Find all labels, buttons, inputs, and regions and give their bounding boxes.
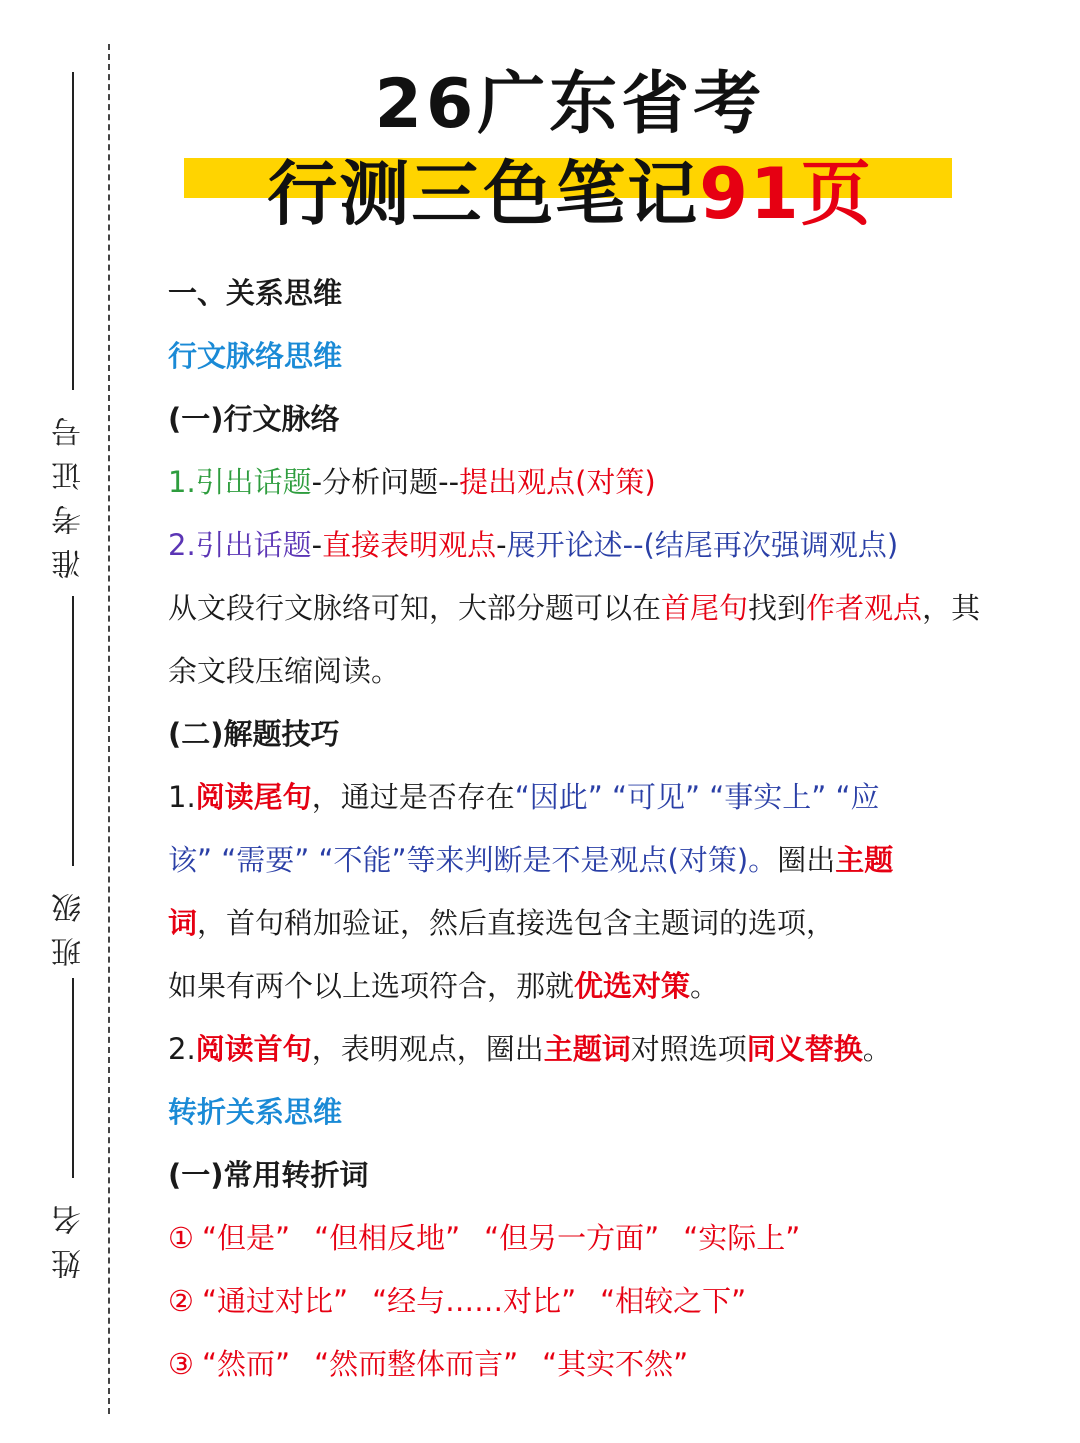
list-item [168, 1333, 1038, 1396]
term: “但是” [202, 1221, 291, 1255]
cut-line [108, 44, 110, 1414]
text-span: ，通过是否存在 [311, 780, 515, 814]
text-span: 主题 [835, 843, 894, 877]
list-item [168, 1270, 1038, 1333]
text-span: - [496, 528, 507, 562]
text-span: 词 [168, 906, 198, 940]
label-exam-id: 准考证号 [52, 403, 87, 579]
text-span: ，首句稍加验证，然后直接选包含主题词的选项， [197, 906, 836, 940]
list-number: ③ [168, 1347, 194, 1381]
text-span: 直接表明观点 [322, 528, 497, 562]
term: “然而整体而言” [314, 1347, 519, 1381]
text-span: 2. [168, 1032, 196, 1066]
paragraph [168, 577, 1038, 640]
text-span: 优选对策 [574, 969, 691, 1003]
text-span: 阅读首句 [195, 1032, 312, 1066]
page-title: 26广东省考 [374, 65, 766, 144]
sub-heading: (一)行文脉络 [168, 402, 340, 436]
margin-rule [72, 978, 74, 1178]
margin-rule [72, 72, 74, 390]
margin-rule [72, 596, 74, 866]
text-span: 1.引出话题 [168, 465, 312, 499]
text-span: 首尾句 [661, 591, 749, 625]
term: “然而” [202, 1347, 291, 1381]
text-span: 找到 [748, 591, 807, 625]
subsection-heading: 转折关系思维 [168, 1095, 343, 1129]
text-span: ，其 [922, 591, 981, 625]
text-span: 。 [690, 969, 720, 1003]
term: “其实不然” [542, 1347, 689, 1381]
text-span: “因此” “可见” “事实上” “应 [514, 780, 880, 814]
tip-1-cont [168, 955, 1038, 1018]
text-span: 展开论述--(结尾再次强调观点) [506, 528, 899, 562]
subsection-heading: 行文脉络思维 [168, 339, 343, 373]
label-class: 班级 [52, 879, 87, 967]
text-span: 。 [862, 1032, 892, 1066]
tip-2 [168, 1018, 1038, 1081]
sub-heading: (二)解题技巧 [168, 717, 340, 751]
term: “经与……对比” [372, 1284, 577, 1318]
text-span: 阅读尾句 [195, 780, 312, 814]
paragraph-cont: 余文段压缩阅读。 [168, 654, 401, 688]
term: “但相反地” [314, 1221, 461, 1255]
term: “通过对比” [202, 1284, 349, 1318]
list-number: ② [168, 1284, 194, 1318]
term: “相较之下” [600, 1284, 747, 1318]
text-span: 主题词 [543, 1032, 631, 1066]
text-span: -分析问题-- [311, 465, 460, 499]
sub-heading: (一)常用转折词 [168, 1158, 369, 1192]
text-span: 作者观点 [806, 591, 923, 625]
text-span: 同义替换 [746, 1032, 863, 1066]
list-number: ① [168, 1221, 194, 1255]
text-span: 该” “需要” “不能”等来判断是不是观点(对策)。 [168, 843, 778, 877]
binding-margin [0, 0, 110, 1443]
text-span: 圈出 [777, 843, 836, 877]
text-span: 对照选项 [630, 1032, 747, 1066]
structure-item-1 [168, 451, 1038, 514]
text-span: - [311, 528, 323, 562]
label-name: 姓名 [52, 1191, 87, 1279]
section-heading: 一、关系思维 [168, 276, 343, 310]
list-item [168, 1207, 1038, 1270]
tip-1-cont [168, 892, 1038, 955]
text-span: 2.引出话题 [168, 528, 312, 562]
term: “实际上” [683, 1221, 801, 1255]
page-subtitle [120, 138, 1020, 239]
structure-item-2 [168, 514, 1038, 577]
notes-body [168, 262, 1038, 1396]
text-span: 如果有两个以上选项符合，那就 [168, 969, 575, 1003]
subtitle-red: 91页 [699, 153, 873, 235]
tip-1-cont [168, 829, 1038, 892]
text-span: ，表明观点，圈出 [311, 1032, 544, 1066]
term: “但另一方面” [484, 1221, 660, 1255]
text-span: 提出观点(对策) [459, 465, 656, 499]
text-span: 1. [168, 780, 196, 814]
text-span: 从文段行文脉络可知，大部分题可以在 [168, 591, 662, 625]
tip-1 [168, 766, 1038, 829]
subtitle-black: 行测三色笔记 [267, 153, 700, 235]
